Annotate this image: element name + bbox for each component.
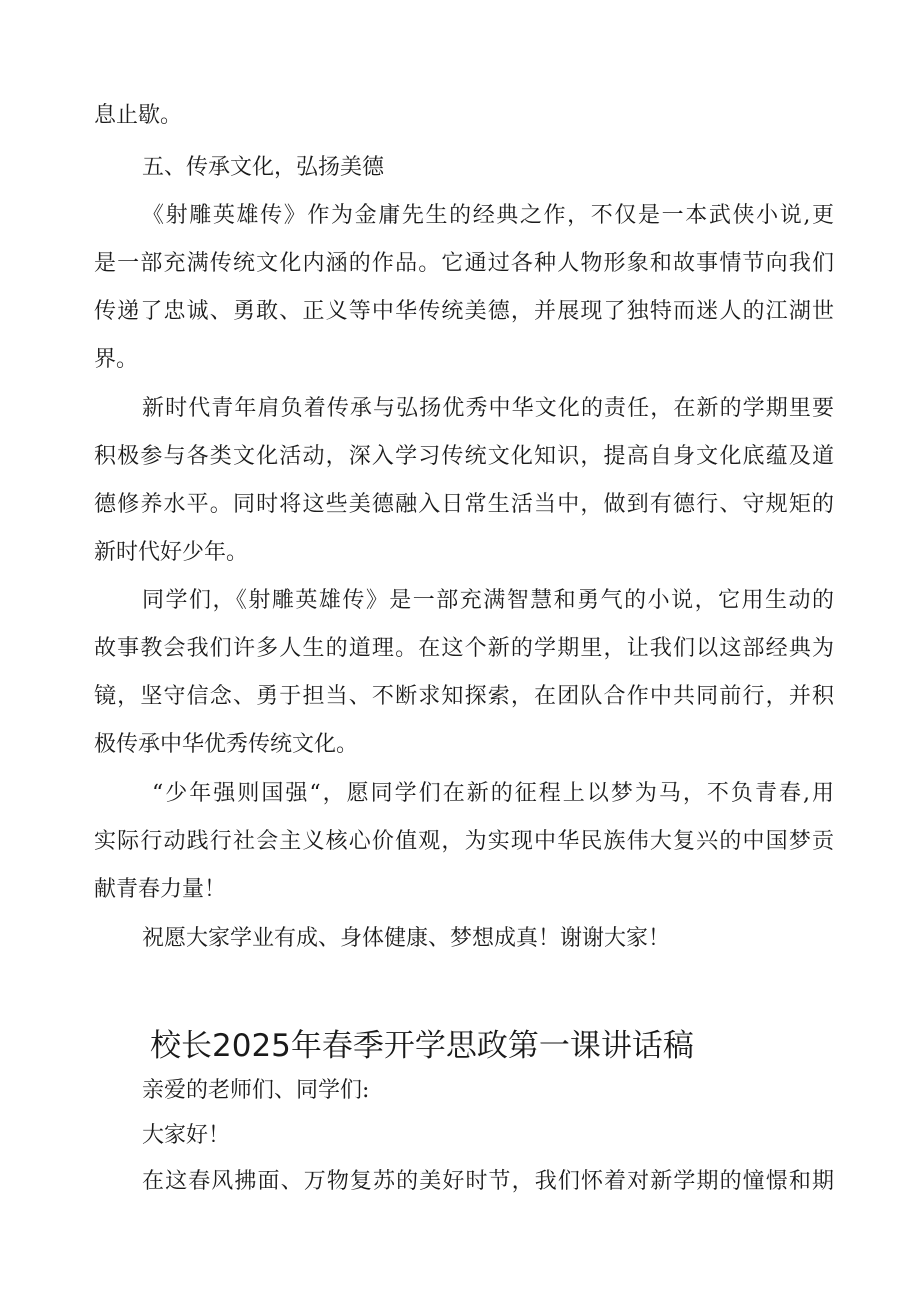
paragraph-line: 界。 [94, 347, 139, 372]
paragraph-line: 传递了忠诚、勇敢、正义等中华传统美德，并展现了独特而迷人的江湖世 [94, 299, 834, 324]
paragraph-line: 故事教会我们许多人生的道理。在这个新的学期里，让我们以这部经典为 [94, 636, 834, 661]
paragraph-line: 同学们，《射雕英雄传》是一部充满智慧和勇气的小说，它用生动的 [142, 588, 834, 613]
paragraph-line: 息止歇。 [94, 103, 183, 128]
greeting-line: 大家好！ [142, 1123, 231, 1148]
paragraph-line: 在这春风拂面、万物复苏的美好时节，我们怀着对新学期的憧憬和期 [142, 1169, 834, 1194]
paragraph-line: 是一部充满传统文化内涵的作品。它通过各种人物形象和故事情节向我们 [94, 251, 834, 276]
salutation-line: 亲爱的老师们、同学们: [142, 1078, 370, 1103]
paragraph-line: 镜，坚守信念、勇于担当、不断求知探索，在团队合作中共同前行，并积 [94, 684, 834, 709]
paragraph-line: 新时代好少年。 [94, 540, 249, 565]
section-heading: 五、传承文化，弘扬美德 [142, 155, 385, 180]
paragraph-line: “少年强则国强“，愿同学们在新的征程上以梦为马，不负青春,用 [152, 781, 834, 806]
paragraph-line: 积极参与各类文化活动，深入学习传统文化知识，提高自身文化底蕴及道 [94, 444, 834, 469]
paragraph-line: 《射雕英雄传》作为金庸先生的经典之作，不仅是一本武侠小说,更 [142, 203, 834, 228]
paragraph-line: 献青春力量！ [94, 877, 227, 902]
paragraph-line: 实际行动践行社会主义核心价值观，为实现中华民族伟大复兴的中国梦贡 [94, 829, 834, 854]
paragraph-line: 祝愿大家学业有成、身体健康、梦想成真！谢谢大家！ [142, 926, 671, 951]
paragraph-line: 极传承中华优秀传统文化。 [94, 732, 359, 757]
document-title: 校长2025年春季开学思政第一课讲话稿 [150, 1028, 694, 1064]
paragraph-line: 德修养水平。同时将这些美德融入日常生活当中，做到有德行、守规矩的 [94, 492, 834, 517]
paragraph-line: 新时代青年肩负着传承与弘扬优秀中华文化的责任，在新的学期里要 [142, 396, 834, 421]
